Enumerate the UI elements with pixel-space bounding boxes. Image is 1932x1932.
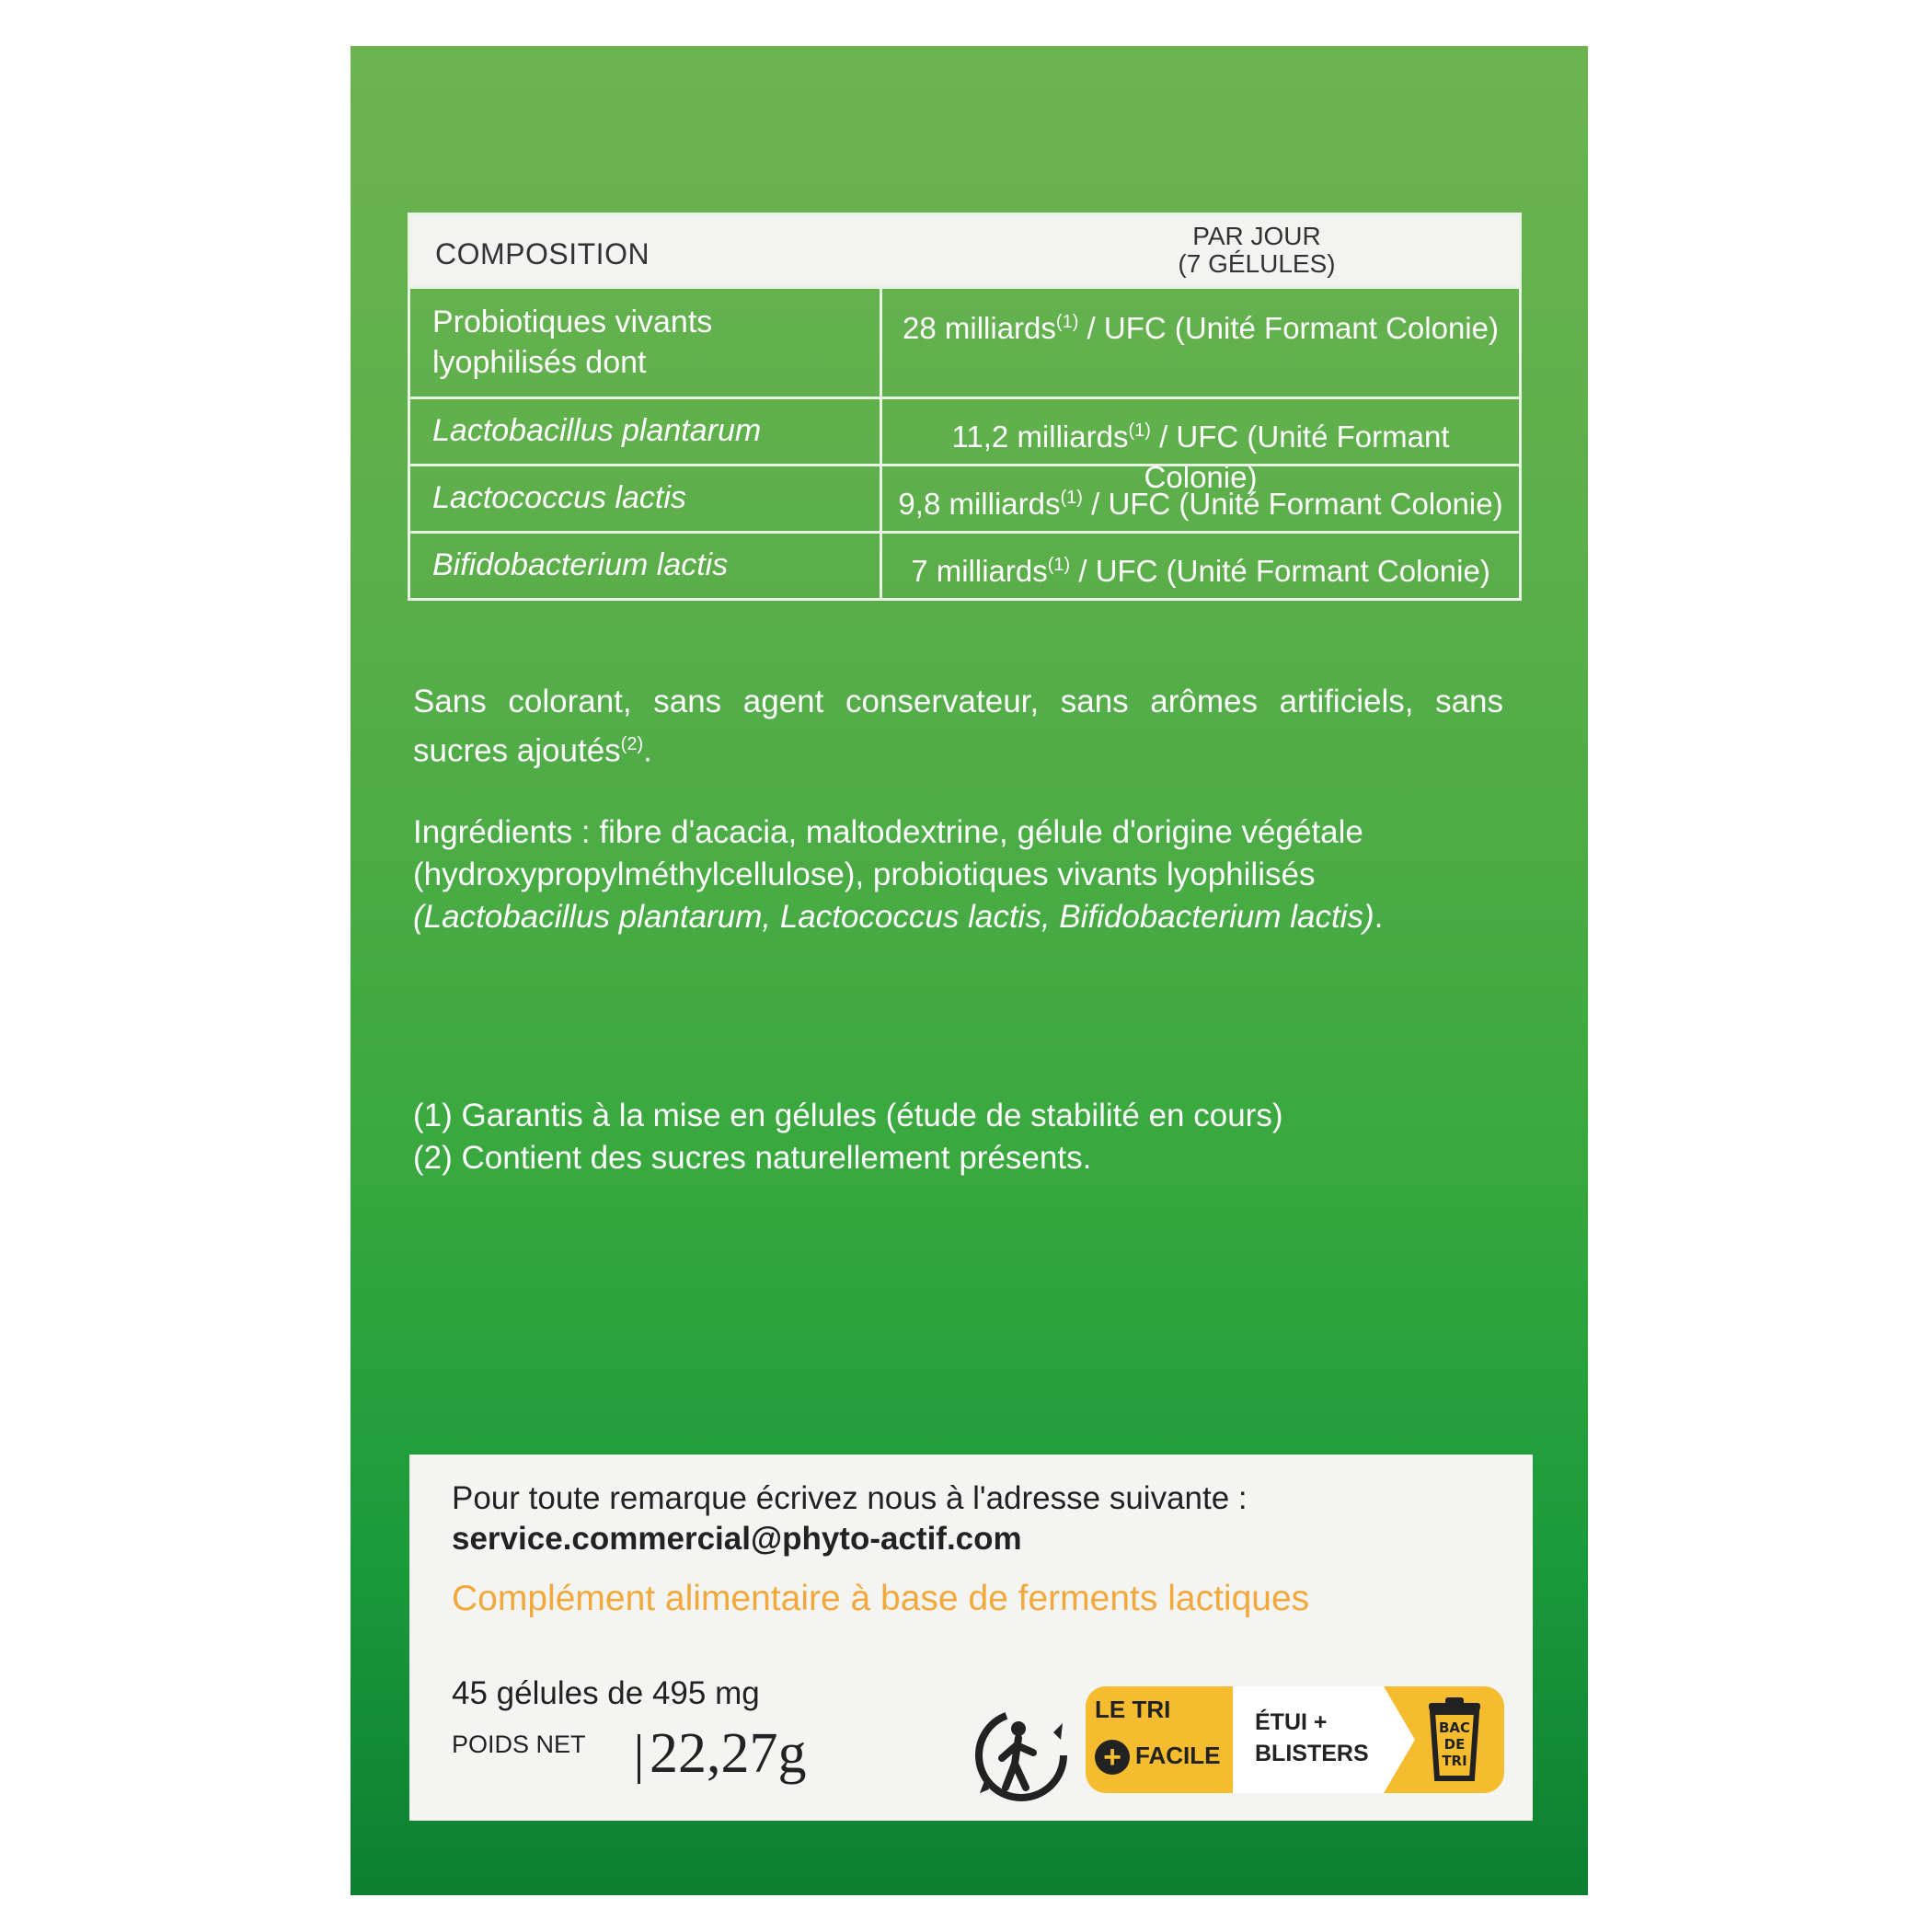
composition-table xyxy=(408,213,1522,601)
net-weight: 22,27g xyxy=(638,1721,807,1787)
svg-text:TRI: TRI xyxy=(1442,1753,1467,1769)
footnotes xyxy=(413,1095,1503,1179)
ingredient-amount: 9,8 milliards$^{(1)}$ / UFC (Unité Formant Colonie) xyxy=(898,487,1503,521)
table-row xyxy=(410,397,1519,494)
product-label-back xyxy=(351,46,1588,1895)
table-header xyxy=(410,215,1519,286)
ingredient-amount: 28 milliards$^{(1)}$ / UFC (Unité Formant Colonie) xyxy=(903,311,1499,345)
badge-line1: LE TRI xyxy=(1095,1696,1171,1723)
ingredient-name: Lactobacillus plantarum xyxy=(410,399,882,464)
table-row xyxy=(410,286,1519,397)
ingredients-line: (hydroxypropylméthylcellulose), probiotiques vivants lyophilisés xyxy=(413,857,1316,892)
header-per-day xyxy=(1165,223,1349,278)
ingredients-list xyxy=(413,811,1503,938)
net-weight-label: POIDS NET xyxy=(452,1731,586,1758)
ingredient-name: Bifidobacterium lactis xyxy=(410,534,882,598)
product-type: Complément alimentaire à base de ferments lactiques xyxy=(452,1579,1310,1618)
capsule-count: 45 gélules de 495 mg xyxy=(452,1675,760,1711)
table-row xyxy=(410,464,1519,531)
recycling-bin-icon xyxy=(1421,1696,1488,1784)
recycling-items: ÉTUI + BLISTERS xyxy=(1255,1709,1369,1766)
header-per-day-line2: (7 GÉLULES) xyxy=(1178,249,1336,278)
ingredients-line: Ingrédients : fibre d'acacia, maltodextrine, gélule d'origine végétale xyxy=(413,814,1363,850)
triman-icon xyxy=(971,1705,1072,1806)
free-from-statement: Sans colorant, sans agent conservateur, sans arômes artificiels, sans sucres ajoutés$^{(2)}$. xyxy=(413,684,1503,769)
contact-line: Pour toute remarque écrivez nous à l'adresse suivante : xyxy=(452,1480,1248,1516)
info-box xyxy=(409,1455,1533,1821)
ingredient-name: Lactococcus lactis xyxy=(410,466,882,531)
svg-text:BAC: BAC xyxy=(1438,1719,1471,1736)
ingredient-amount: 11,2 milliards$^{(1)}$ / UFC (Unité Formant Colonie) xyxy=(951,420,1450,494)
svg-text:DE: DE xyxy=(1443,1736,1466,1753)
table-row xyxy=(410,531,1519,598)
plus-icon: + xyxy=(1095,1740,1130,1775)
recycling-badge xyxy=(1086,1686,1504,1793)
footnote: (1) Garantis à la mise en gélules (étude de stabilité en cours) xyxy=(413,1098,1283,1133)
ingredient-name: Probiotiques vivants lyophilisés dont xyxy=(410,289,882,397)
header-composition: COMPOSITION xyxy=(435,237,650,270)
header-per-day-line1: PAR JOUR xyxy=(1192,222,1321,250)
ingredients-line: (Lactobacillus plantarum, Lactococcus lactis, Bifidobacterium lactis). xyxy=(413,899,1384,935)
ingredient-amount: 7 milliards$^{(1)}$ / UFC (Unité Formant Colonie) xyxy=(911,554,1490,588)
contact-email: service.commercial@phyto-actif.com xyxy=(452,1521,1022,1557)
badge-line2: FACILE xyxy=(1135,1742,1221,1769)
footnote: (2) Contient des sucres naturellement présents. xyxy=(413,1140,1092,1176)
